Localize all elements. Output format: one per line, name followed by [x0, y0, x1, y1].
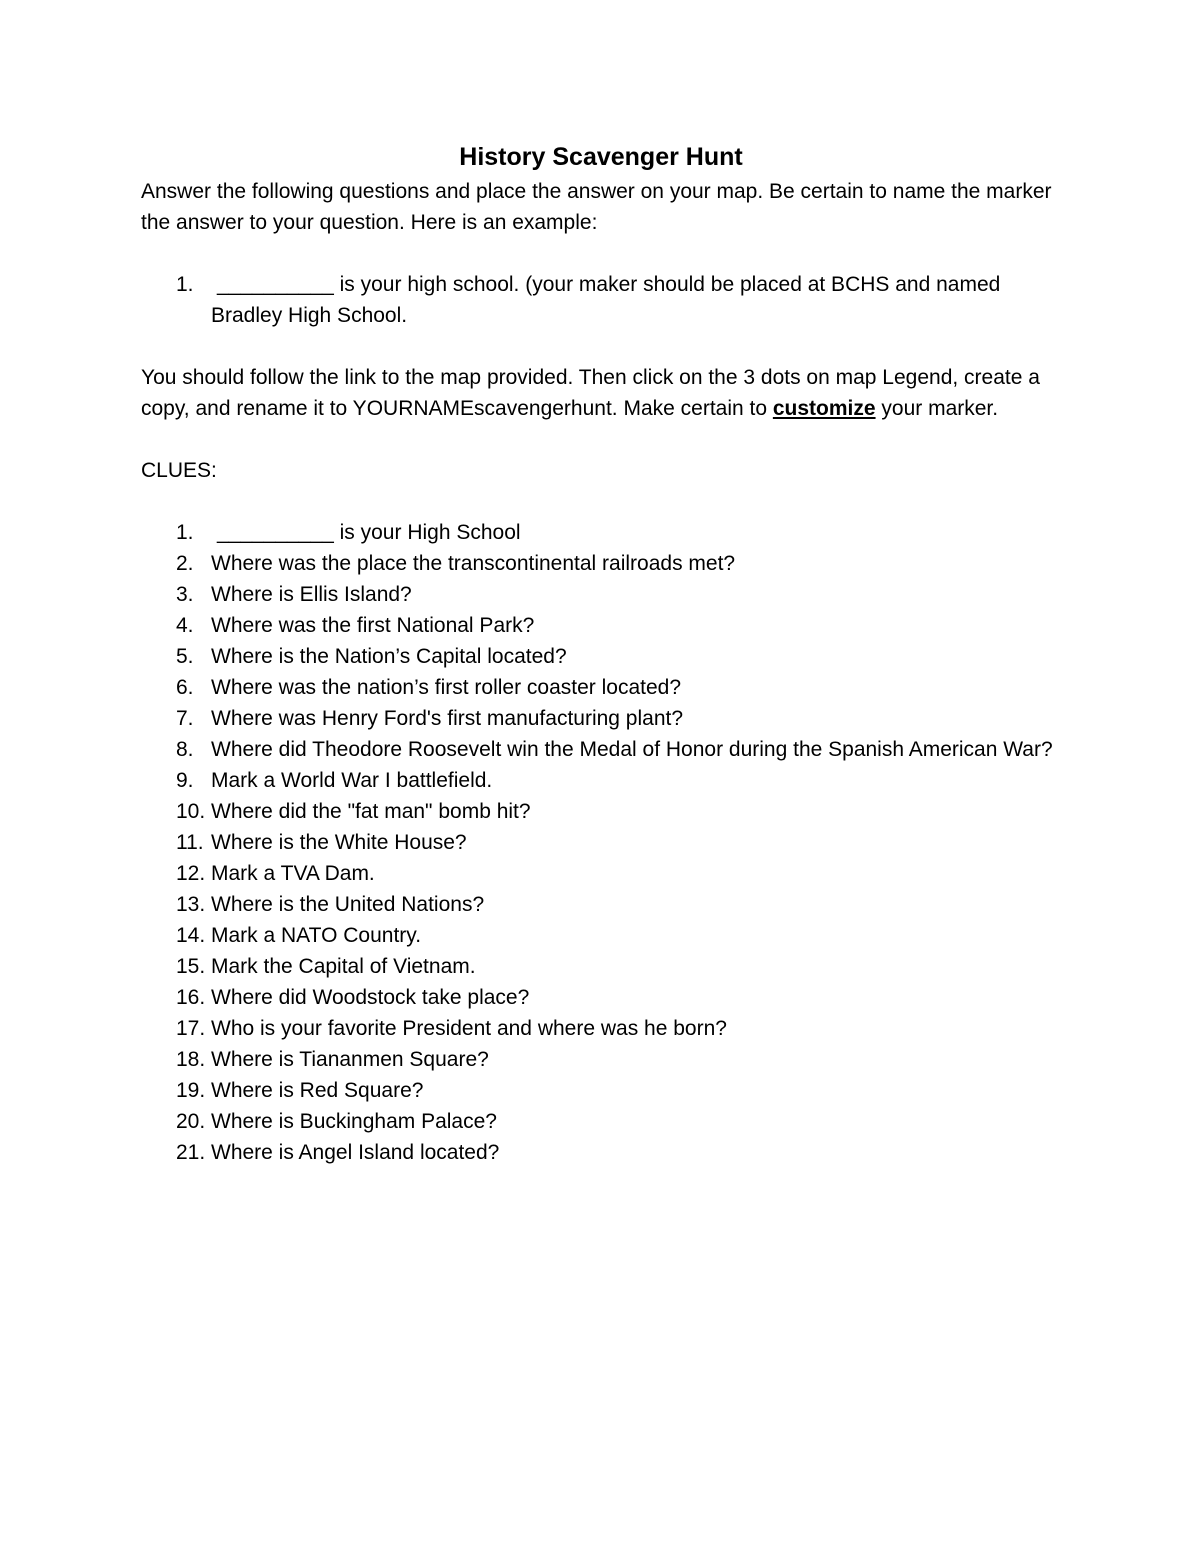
example-list — [141, 269, 1061, 331]
clue-number: 20. — [176, 1110, 206, 1133]
clue-text: Where was the nation’s first roller coaster located? — [211, 676, 681, 699]
clue-number: 5. — [176, 645, 194, 668]
intro-paragraph: Answer the following questions and place the answer on your map. Be certain to name the marker the answer to your question. Here is an example: — [141, 180, 1052, 234]
clue-number: 6. — [176, 676, 194, 699]
clue-number: 18. — [176, 1048, 206, 1071]
list-item — [141, 1075, 1061, 1106]
list-item — [141, 610, 1061, 641]
clue-number: 10. — [176, 800, 206, 823]
clue-text: Where was Henry Ford's first manufacturing plant? — [211, 707, 684, 730]
list-item — [141, 1044, 1061, 1075]
clue-text: Mark a World War I battlefield. — [211, 769, 493, 792]
clue-number: 9. — [176, 769, 194, 792]
clues-list — [141, 517, 1061, 1168]
clue-number: 12. — [176, 862, 206, 885]
clue-text: Where was the place the transcontinental railroads met? — [211, 552, 736, 575]
clue-number: 15. — [176, 955, 206, 978]
clue-text: Where is Tiananmen Square? — [211, 1048, 489, 1071]
clue-text: Mark a NATO Country. — [211, 924, 422, 947]
clue-text: Who is your favorite President and where was he born? — [211, 1017, 727, 1040]
clue-text: Where was the first National Park? — [211, 614, 535, 637]
instructions-paragraph — [141, 362, 1061, 424]
clue-text: Where did Theodore Roosevelt win the Medal of Honor during the Spanish American War? — [211, 738, 1053, 761]
list-item — [141, 1013, 1061, 1044]
document-page — [141, 140, 1061, 1168]
list-item — [141, 796, 1061, 827]
spacer — [141, 486, 1061, 517]
clue-number: 17. — [176, 1017, 206, 1040]
clue-number: 19. — [176, 1079, 206, 1102]
list-item — [141, 641, 1061, 672]
clue-number: 13. — [176, 893, 206, 916]
clue-blank: __________ — [217, 521, 334, 544]
list-item — [141, 889, 1061, 920]
clue-text: Where is the Nation’s Capital located? — [211, 645, 567, 668]
list-item — [141, 672, 1061, 703]
list-item — [141, 548, 1061, 579]
clue-text: Where did the "fat man" bomb hit? — [211, 800, 531, 823]
spacer — [141, 331, 1061, 362]
clue-number: 16. — [176, 986, 206, 1009]
page-title: History Scavenger Hunt — [459, 143, 743, 171]
list-item — [141, 703, 1061, 734]
list-item — [141, 982, 1061, 1013]
clue-text: Where is Buckingham Palace? — [211, 1110, 497, 1133]
clue-number: 8. — [176, 738, 194, 761]
clue-text: Where is Red Square? — [211, 1079, 424, 1102]
spacer — [141, 424, 1061, 455]
instructions-text: You should follow the link to the map provided. Then click on the 3 dots on map Legend, create a copy, and rename it to YOURNAMEscavengerhunt. Make certain to — [141, 366, 1040, 420]
clue-text: Mark the Capital of Vietnam. — [211, 955, 476, 978]
clue-text: Mark a TVA Dam. — [211, 862, 375, 885]
clue-number: 1. — [176, 521, 194, 544]
clue-text: Where did Woodstock take place? — [211, 986, 530, 1009]
example-text: is your high school. (your maker should be placed at BCHS and named Bradley High School. — [211, 273, 1001, 327]
instructions-emphasis: customize — [772, 397, 876, 420]
list-item — [141, 734, 1061, 765]
clue-number: 14. — [176, 924, 206, 947]
list-item — [141, 827, 1061, 858]
clue-number: 7. — [176, 707, 194, 730]
list-item — [141, 517, 1061, 548]
clues-heading: CLUES: — [141, 459, 217, 482]
list-item — [141, 858, 1061, 889]
instructions-text-end: your marker. — [875, 397, 999, 420]
spacer — [141, 238, 1061, 269]
clue-number: 4. — [176, 614, 194, 637]
clue-number: 11. — [176, 831, 204, 854]
list-item — [141, 579, 1061, 610]
list-item — [141, 765, 1061, 796]
clue-text: Where is Angel Island located? — [211, 1141, 500, 1164]
clue-text: Where is the United Nations? — [211, 893, 485, 916]
clue-text: Where is the White House? — [211, 831, 467, 854]
example-item — [141, 269, 1061, 331]
clue-number: 21. — [176, 1141, 206, 1164]
example-blank: __________ — [217, 273, 334, 296]
list-item — [141, 1137, 1061, 1168]
list-item — [141, 951, 1061, 982]
clue-number: 3. — [176, 583, 194, 606]
list-item — [141, 1106, 1061, 1137]
clue-number: 2. — [176, 552, 194, 575]
clue-text: is your High School — [333, 521, 521, 544]
clue-text: Where is Ellis Island? — [211, 583, 412, 606]
example-number: 1. — [176, 273, 194, 296]
list-item — [141, 920, 1061, 951]
